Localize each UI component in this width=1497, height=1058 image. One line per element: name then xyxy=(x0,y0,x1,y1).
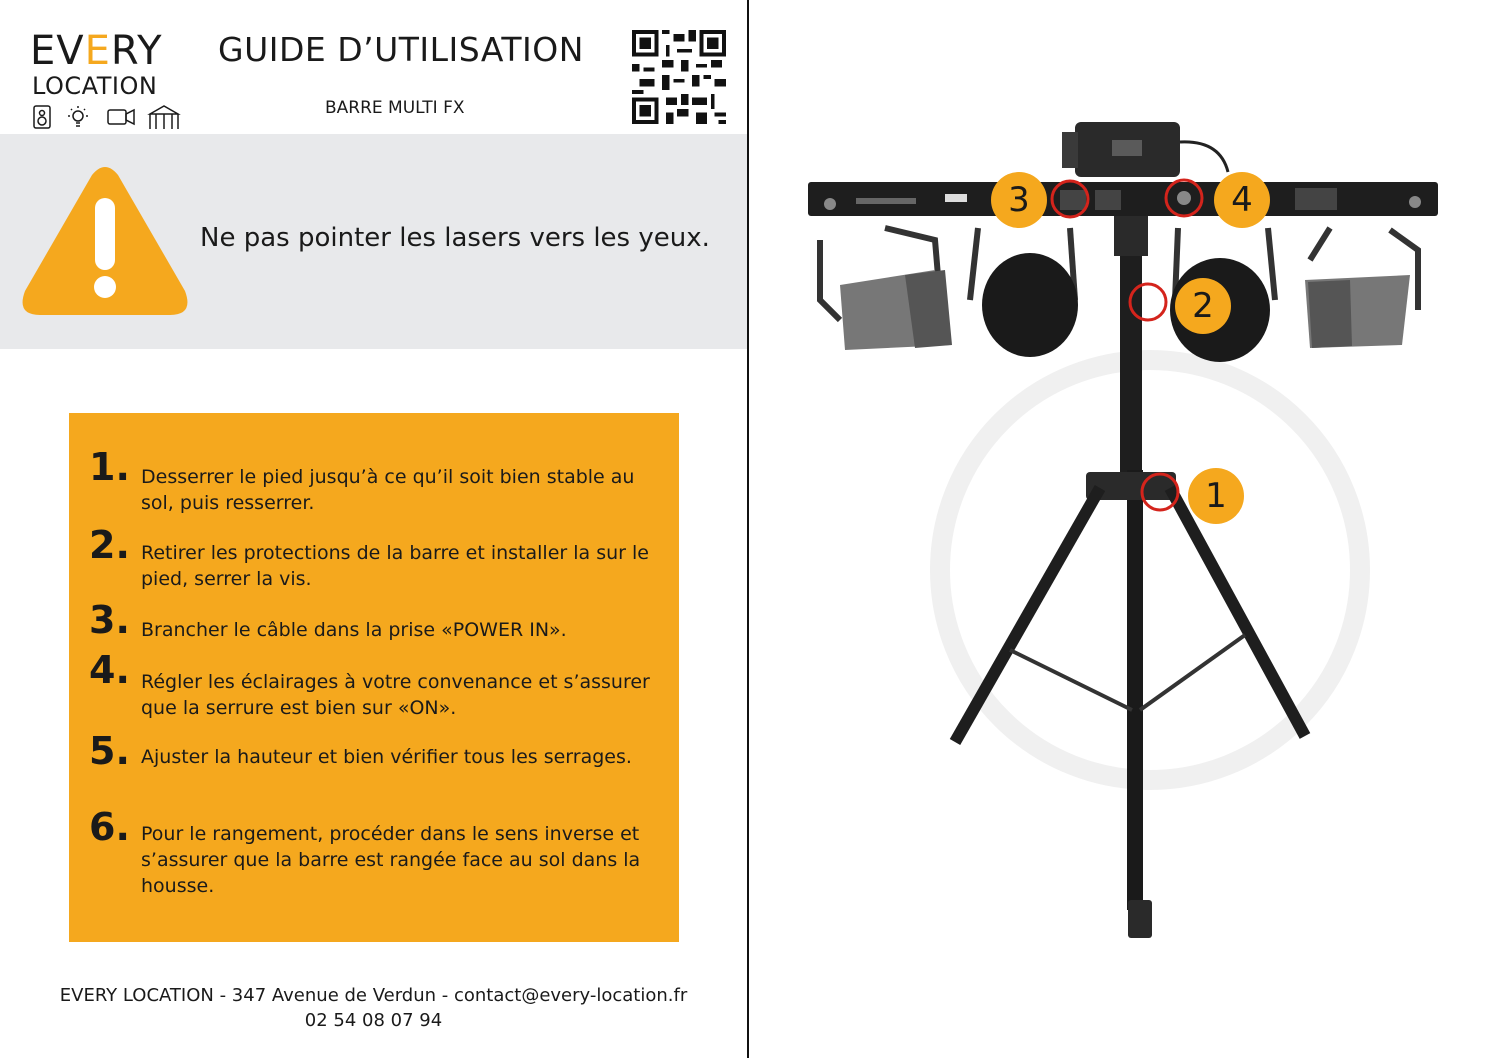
logo-every xyxy=(30,28,163,74)
qr-code-icon xyxy=(632,30,726,124)
warning-text: Ne pas pointer les lasers vers les yeux. xyxy=(200,223,710,253)
footer-address: EVERY LOCATION - 347 Avenue de Verdun - contact@every-location.fr xyxy=(59,985,688,1006)
steps-box xyxy=(69,413,679,942)
logo-location: LOCATION xyxy=(32,72,158,100)
step-text: Retirer les protections de la barre et installer la sur le pied, serrer la vis. xyxy=(141,542,649,590)
callout-badge-4: 4 xyxy=(1214,172,1270,228)
callout-badge-3: 3 xyxy=(991,172,1047,228)
speaker-icon xyxy=(34,106,50,128)
page-subtitle: BARRE MULTI FX xyxy=(325,98,465,118)
page-divider xyxy=(747,0,749,1058)
logo-every-text: EVERY xyxy=(30,28,163,74)
step-text: Pour le rangement, procéder dans le sens inverse et s’assurer que la barre est rangée face au sol dans la housse. xyxy=(141,823,641,897)
step-number: 6. xyxy=(89,805,130,849)
step-number: 3. xyxy=(89,598,130,642)
light-bar-drawing xyxy=(790,110,1470,950)
step-text: Régler les éclairages à votre convenance et s’assurer que la serrure est bien sur «ON». xyxy=(141,671,650,719)
camera-icon xyxy=(108,110,134,124)
tent-icon xyxy=(150,106,178,129)
callout-badge-1: 1 xyxy=(1188,468,1244,524)
step-number: 4. xyxy=(89,648,130,692)
warning-icon xyxy=(20,163,190,320)
product-illustration xyxy=(790,110,1470,950)
logo-icons xyxy=(32,104,182,130)
step-text: Desserrer le pied jusqu’à ce qu’il soit bien stable au sol, puis resserrer. xyxy=(141,466,635,514)
step-number: 1. xyxy=(89,445,130,489)
callout-badge-2: 2 xyxy=(1175,278,1231,334)
step-number: 2. xyxy=(89,523,130,567)
step-text: Brancher le câble dans la prise «POWER IN». xyxy=(141,619,567,641)
bulb-icon xyxy=(68,106,88,126)
page-title: GUIDE D’UTILISATION xyxy=(218,30,584,69)
step-text: Ajuster la hauteur et bien vérifier tous les serrages. xyxy=(141,746,632,768)
footer-phone: 02 54 08 07 94 xyxy=(304,1010,443,1031)
step-number: 5. xyxy=(89,729,130,773)
